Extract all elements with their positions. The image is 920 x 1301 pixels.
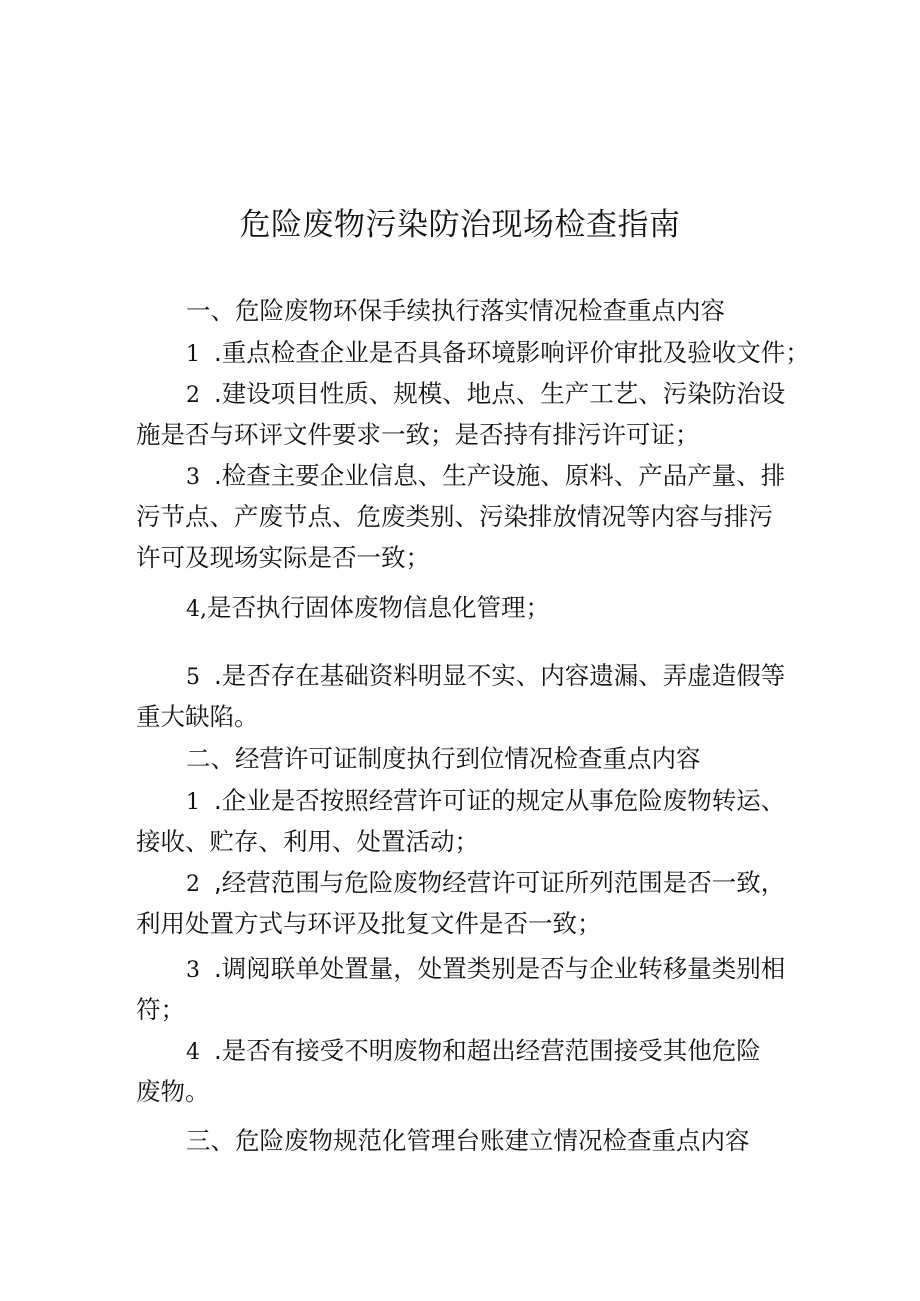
item-number: 1 <box>186 790 200 815</box>
document-title: 危险废物污染防治现场检查指南 <box>239 207 681 243</box>
section-2-heading: 二、经营许可证制度执行到位情况检查重点内容 <box>186 744 701 773</box>
item-text: .调阅联单处置量，处置类别是否与企业转移量类别相 <box>214 954 786 983</box>
item-number: 5 <box>186 665 200 690</box>
item-number: 4, <box>186 597 207 622</box>
section-1-item-3 <box>186 459 785 495</box>
item-text: .建设项目性质、规模、地点、生产工艺、污染防治设 <box>214 379 786 408</box>
section-1-heading: 一、危险废物环保手续执行落实情况检查重点内容 <box>186 296 725 325</box>
section-2-item-1-cont: 接收、贮存、利用、处置活动； <box>136 827 479 856</box>
item-text: .企业是否按照经营许可证的规定从事危险废物转运、 <box>214 786 786 815</box>
item-text: .是否有接受不明废物和超出经营范围接受其他危险 <box>214 1036 761 1065</box>
section-2-item-4-cont: 废物。 <box>136 1077 210 1106</box>
item-number: 2 <box>186 872 200 897</box>
section-1-item-5 <box>186 659 785 695</box>
section-2-item-1 <box>186 784 785 820</box>
item-text: .是否存在基础资料明显不实、内容遗漏、弄虚造假等 <box>214 661 786 690</box>
section-1-item-4 <box>186 591 550 627</box>
item-number: 3 <box>186 465 200 490</box>
section-2-item-3-cont: 符； <box>136 995 185 1024</box>
section-2-item-4 <box>186 1034 761 1070</box>
item-text: .重点检查企业是否具备环境影响评价审批及验收文件； <box>214 338 810 367</box>
section-1-item-3-cont: 污节点、产废节点、危废类别、污染排放情况等内容与排污 <box>136 502 773 531</box>
item-number: 4 <box>186 1040 200 1065</box>
section-3-heading: 三、危险废物规范化管理台账建立情况检查重点内容 <box>186 1126 750 1155</box>
section-1-item-1 <box>186 336 810 372</box>
item-number: 2 <box>186 383 200 408</box>
item-text: ,经营范围与危险废物经营许可证所列范围是否一致， <box>214 868 786 897</box>
item-number: 3 <box>186 958 200 983</box>
section-2-item-3 <box>186 952 785 988</box>
item-text: .检查主要企业信息、生产设施、原料、产品产量、排 <box>214 461 786 490</box>
section-2-item-2-cont: 利用处置方式与环评及批复文件是否一致； <box>136 909 602 938</box>
section-1-item-2-cont: 施是否与环评文件要求一致；是否持有排污许可证； <box>136 420 700 449</box>
section-1-item-2 <box>186 377 785 413</box>
section-1-item-5-cont: 重大缺陷。 <box>136 702 259 731</box>
section-1-item-3-cont2: 许可及现场实际是否一致； <box>136 543 430 572</box>
item-number: 1 <box>186 342 200 367</box>
item-text: 是否执行固体废物信息化管理； <box>207 593 550 622</box>
section-2-item-2 <box>186 866 785 902</box>
